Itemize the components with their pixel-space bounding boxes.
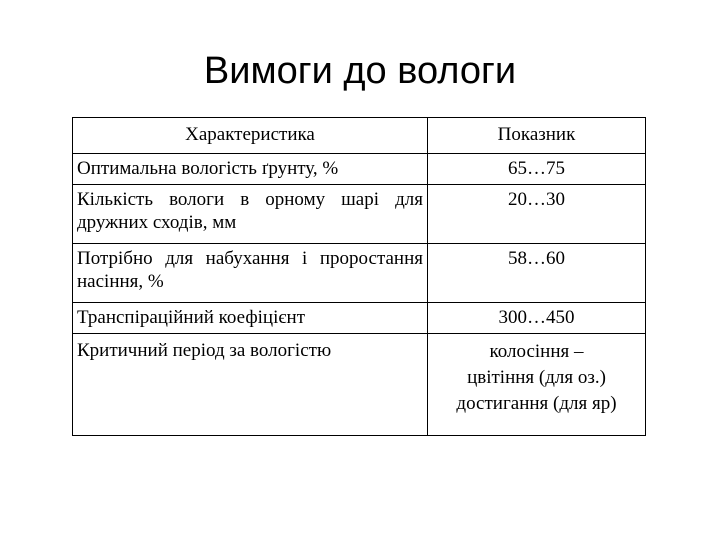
value-line: достигання (для яр) — [456, 393, 617, 414]
row-value: 58…60 — [428, 244, 646, 303]
row-value: 300…450 — [428, 303, 646, 334]
table-row — [73, 334, 646, 436]
row-characteristic: Потрібно для набухання і проростання насіння, % — [73, 244, 428, 303]
row-value: 20…30 — [428, 185, 646, 244]
header-characteristic: Характеристика — [73, 118, 428, 154]
row-characteristic: Кількість вологи в орному шарі для дружних сходів, мм — [73, 185, 428, 244]
table-row — [73, 303, 646, 334]
table-row — [73, 244, 646, 303]
value-line: цвітіння (для оз.) — [467, 367, 606, 388]
row-characteristic: Транспіраційний коефіцієнт — [73, 303, 428, 334]
table-header-row — [73, 118, 646, 154]
row-characteristic: Критичний період за вологістю — [73, 334, 428, 436]
requirements-table — [72, 117, 646, 436]
header-indicator: Показник — [428, 118, 646, 154]
row-value: 65…75 — [428, 154, 646, 185]
table-row — [73, 154, 646, 185]
table-row — [73, 185, 646, 244]
value-line: колосіння – — [489, 341, 584, 362]
row-value-multiline — [428, 334, 646, 436]
slide-title: Вимоги до вологи — [203, 50, 517, 92]
row-characteristic: Оптимальна вологість ґрунту, % — [73, 154, 428, 185]
